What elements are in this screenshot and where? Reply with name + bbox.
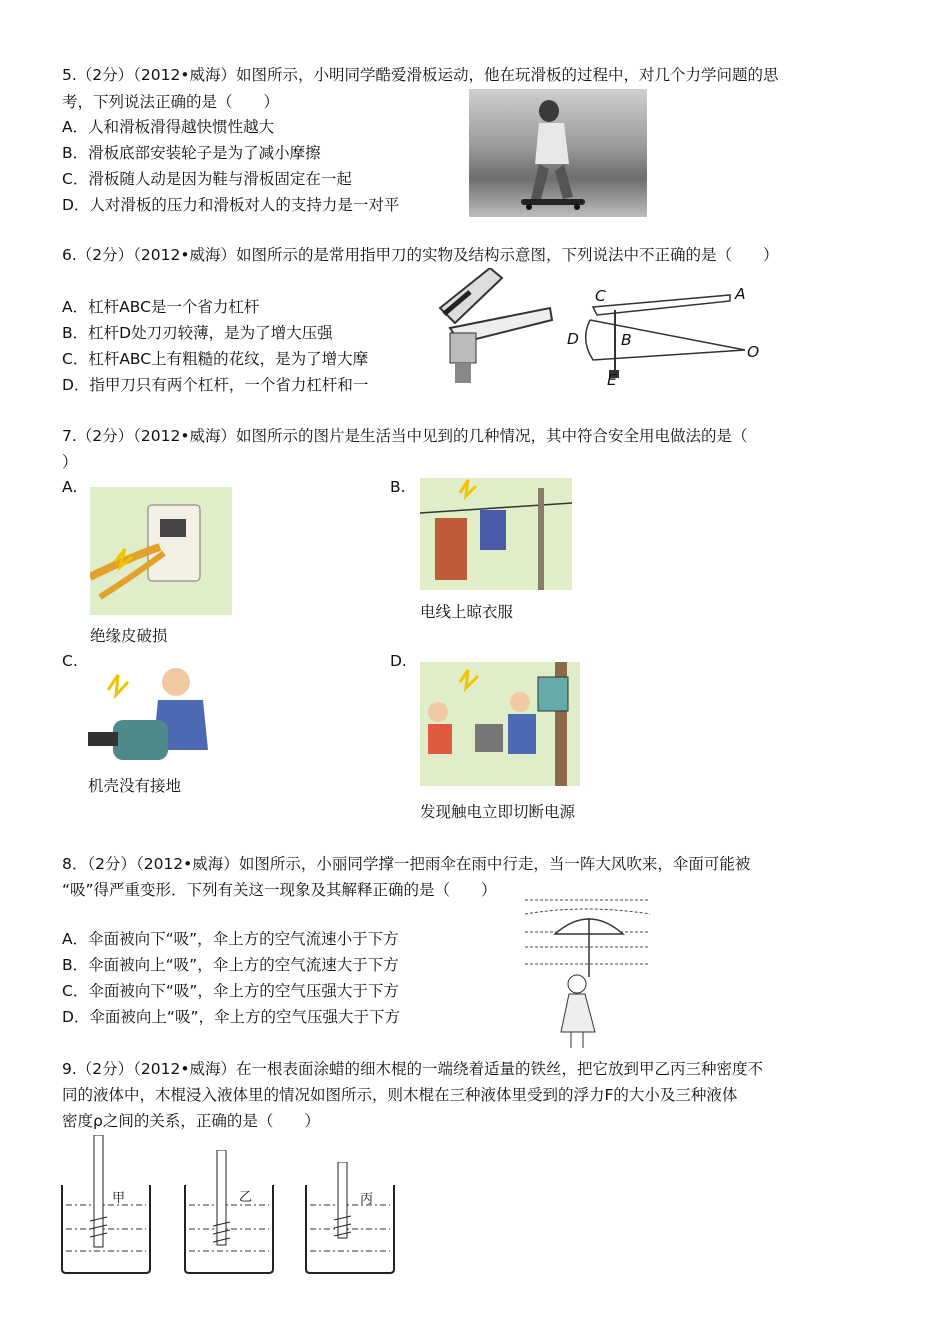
- diagram-label-b: B: [621, 331, 632, 349]
- beaker-bing: [304, 1162, 396, 1275]
- q6-option-c: C．杠杆ABC上有粗糙的花纹，是为了增大摩: [62, 350, 369, 368]
- q7-caption-c: 机壳没有接地: [88, 777, 182, 795]
- q7-caption-b: 电线上晾衣服: [420, 603, 514, 621]
- skateboard-photo: [469, 89, 647, 217]
- q7-stem-line2: ）: [62, 453, 78, 471]
- q5-option-a: A．人和滑板滑得越快惯性越大: [62, 118, 275, 136]
- diagram-label-c: C: [595, 287, 606, 305]
- umbrella-girl-figure: [525, 892, 650, 1052]
- q7-image-c: [88, 660, 226, 766]
- q7-option-c-letter: C.: [62, 652, 78, 670]
- q8-option-b: B．伞面被向上“吸”，伞上方的空气流速大于下方: [62, 956, 399, 974]
- q6-option-d: D．指甲刀只有两个杠杆，一个省力杠杆和一: [62, 376, 369, 394]
- beaker-yi: [183, 1150, 275, 1275]
- q6-option-b: B．杠杆D处刀刃较薄，是为了增大压强: [62, 324, 333, 342]
- diagram-label-o: O: [747, 343, 760, 361]
- q6-stem: 6.（2分）（2012•威海）如图所示的是常用指甲刀的实物及结构示意图，下列说法中不正确的是（ ）: [62, 246, 779, 264]
- beaker-label-yi: 乙: [239, 1190, 253, 1205]
- q7-image-b: [420, 478, 572, 590]
- diagram-label-a: A: [735, 285, 746, 303]
- beaker-jia: [60, 1135, 152, 1275]
- q7-option-a-letter: A.: [62, 478, 78, 496]
- beaker-label-bing: 丙: [360, 1192, 374, 1207]
- q7-stem-line1: 7.（2分）（2012•威海）如图所示的图片是生活当中见到的几种情况，其中符合安全用电做法的是（: [62, 427, 748, 445]
- q7-option-d-letter: D.: [390, 652, 407, 670]
- q7-caption-d: 发现触电立即切断电源: [420, 803, 576, 821]
- q5-stem-line1: 5.（2分）（2012•威海）如图所示，小明同学酷爱滑板运动，他在玩滑板的过程中，对几个力学问题的思: [62, 66, 779, 84]
- q9-stem-line1: 9.（2分）（2012•威海）在一根表面涂蜡的细木棍的一端绕着适量的铁丝，把它放到甲乙丙三种密度不: [62, 1060, 763, 1078]
- q9-stem-line2: 同的液体中，木棍浸入液体里的情况如图所示，则木棍在三种液体里受到的浮力F的大小及三种液体: [62, 1086, 738, 1104]
- q9-stem-line3: 密度ρ之间的关系，正确的是（ ）: [62, 1112, 320, 1130]
- q5-option-c: C．滑板随人动是因为鞋与滑板固定在一起: [62, 170, 352, 188]
- diagram-label-d: D: [567, 330, 579, 348]
- q7-caption-a: 绝缘皮破损: [90, 627, 168, 645]
- q8-option-d: D．伞面被向上“吸”，伞上方的空气压强大于下方: [62, 1008, 400, 1026]
- q7-option-b-letter: B.: [390, 478, 406, 496]
- beaker-label-jia: 甲: [112, 1191, 126, 1206]
- diagram-label-e: E: [607, 371, 617, 389]
- q8-option-a: A．伞面被向下“吸”，伞上方的空气流速小于下方: [62, 930, 399, 948]
- q7-image-a: [90, 487, 232, 615]
- q7-image-d: [420, 662, 580, 786]
- q5-option-d: D．人对滑板的压力和滑板对人的支持力是一对平: [62, 196, 400, 214]
- nail-clipper-photo: [430, 268, 555, 390]
- q5-option-b: B．滑板底部安装轮子是为了减小摩擦: [62, 144, 321, 162]
- nail-clipper-diagram: [565, 285, 760, 390]
- q6-option-a: A．杠杆ABC是一个省力杠杆: [62, 298, 260, 316]
- q8-stem-line2: “吸”得严重变形．下列有关这一现象及其解释正确的是（ ）: [62, 881, 497, 899]
- q8-stem-line1: 8．（2分）（2012•威海）如图所示，小丽同学撑一把雨伞在雨中行走，当一阵大风吹来，伞面可能被: [62, 855, 751, 873]
- q8-option-c: C．伞面被向下“吸”，伞上方的空气压强大于下方: [62, 982, 399, 1000]
- q5-stem-line2: 考，下列说法正确的是（ ）: [62, 93, 280, 111]
